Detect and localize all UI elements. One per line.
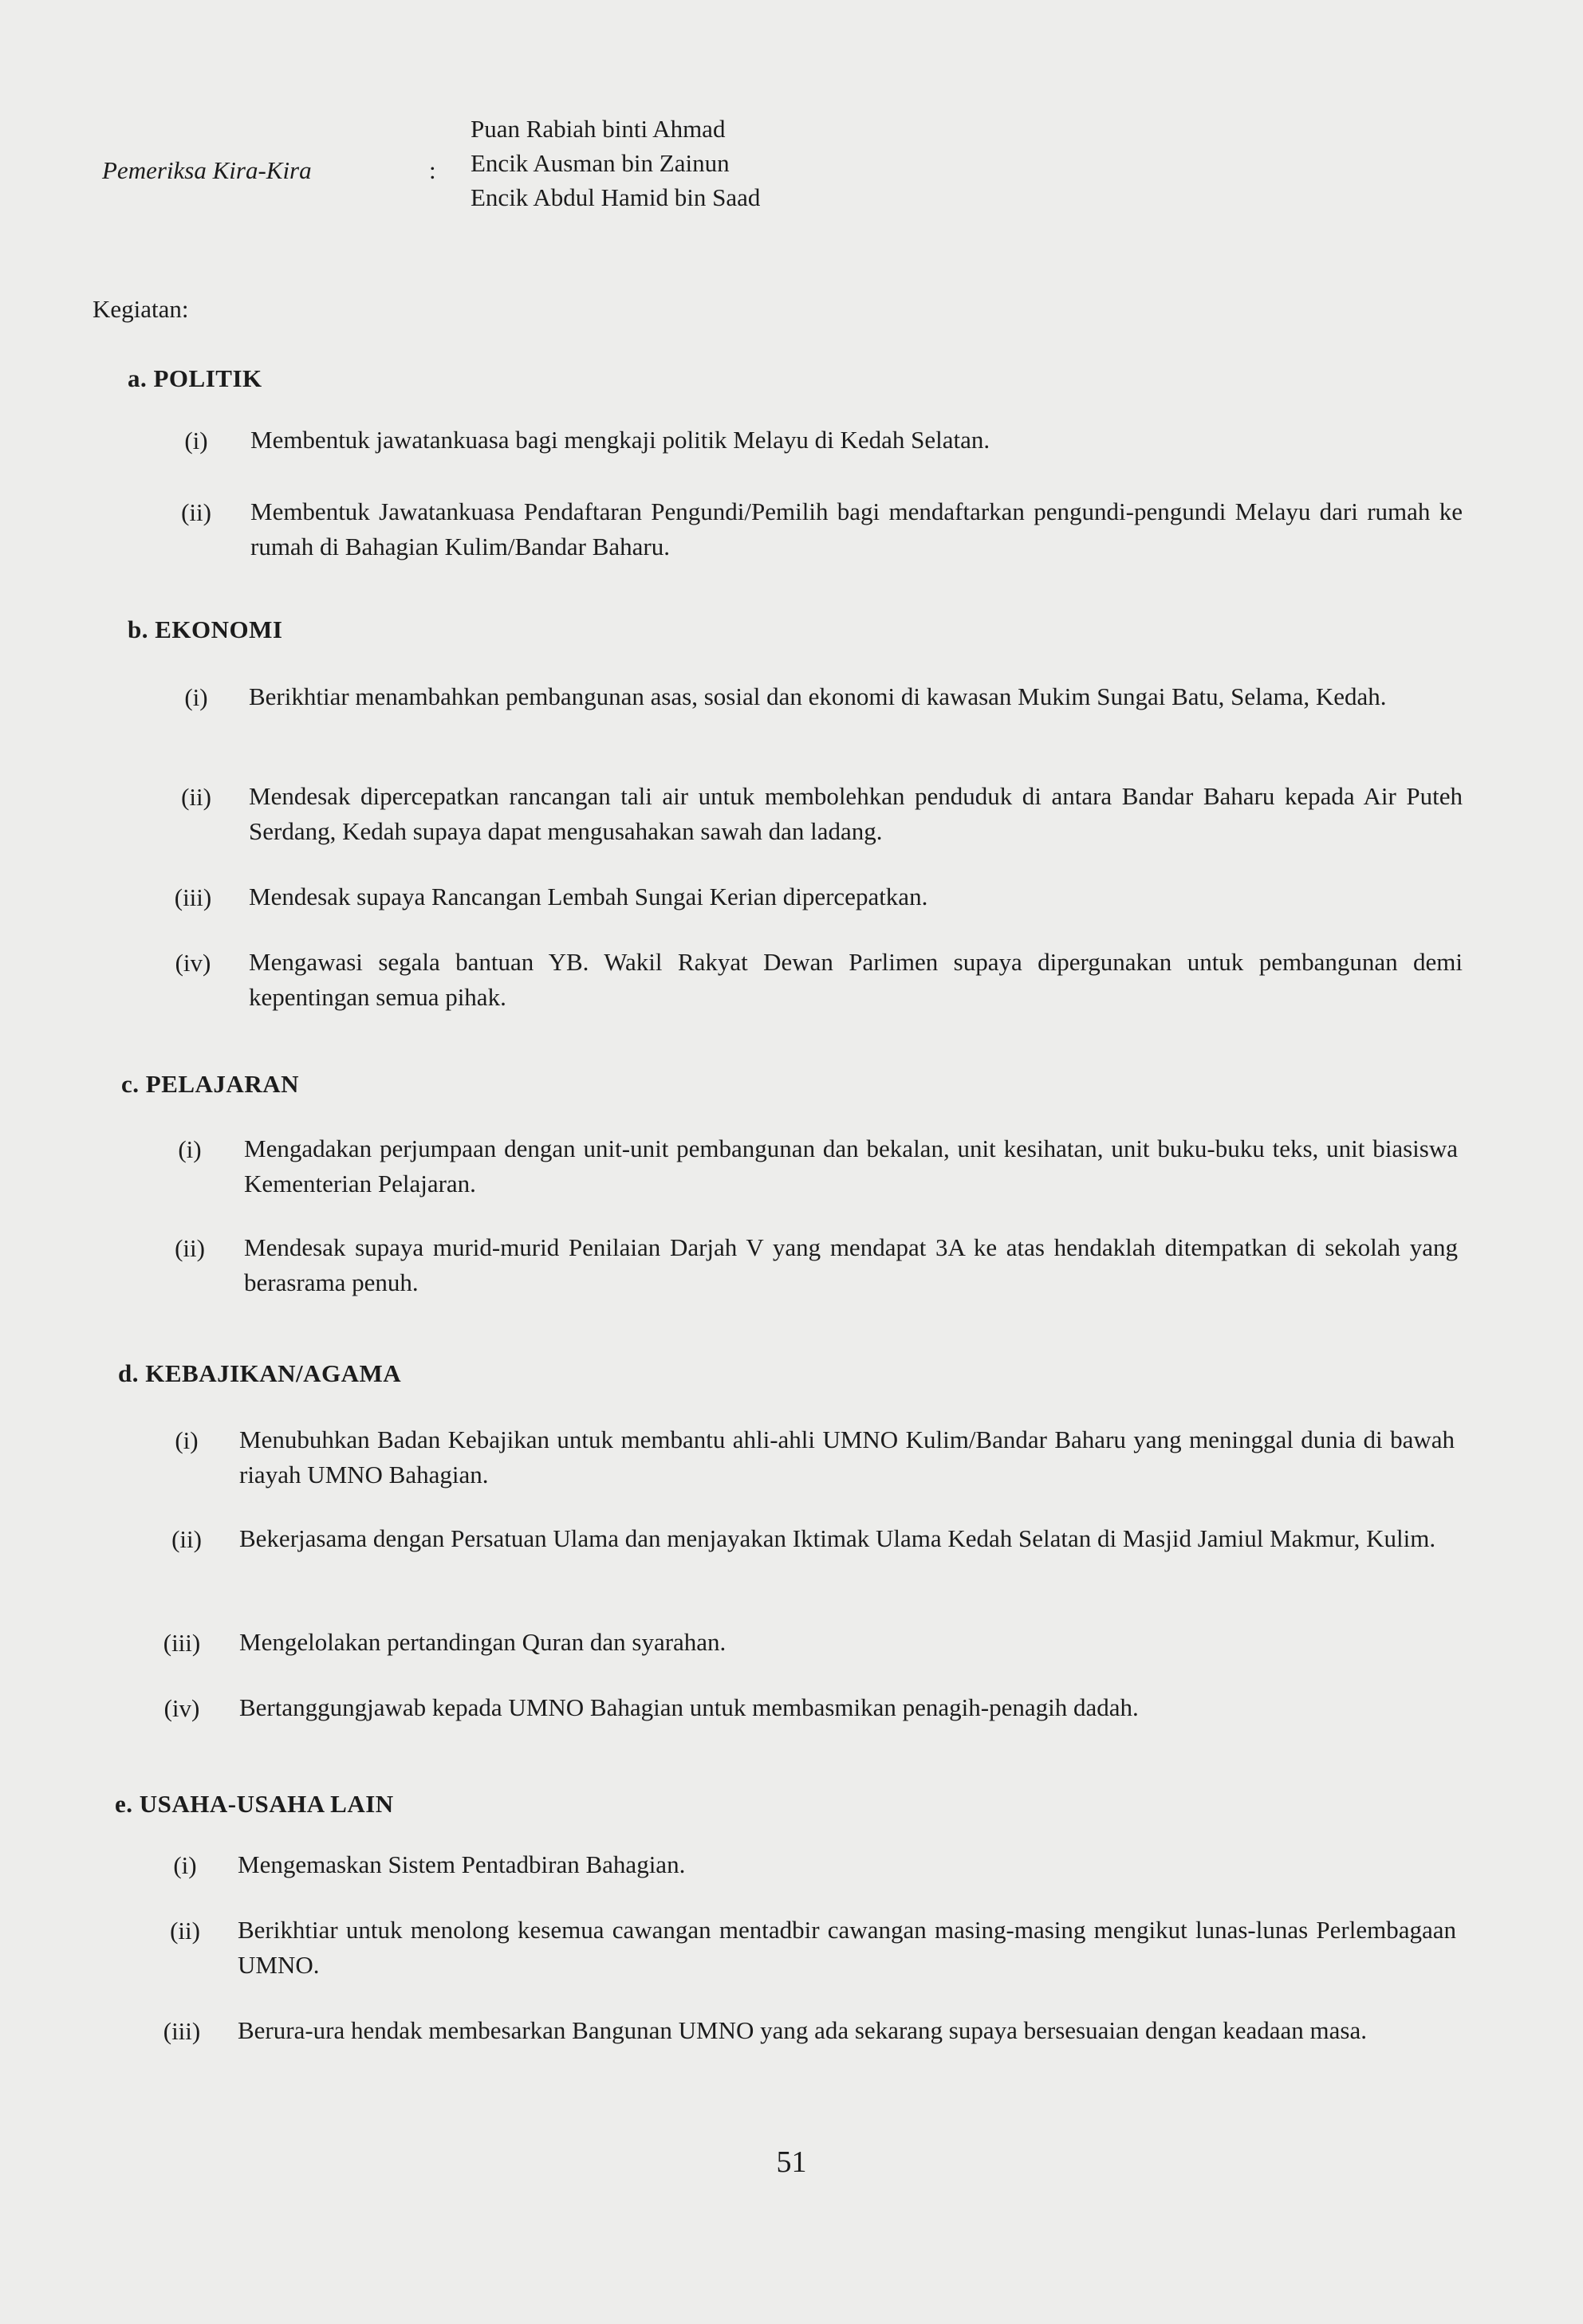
header-names bbox=[471, 112, 760, 214]
item-number: (ii) bbox=[181, 783, 211, 811]
item-number: (ii) bbox=[171, 1525, 202, 1553]
item-text: Mendesak dipercepatkan rancangan tali air untuk membolehkan penduduk di antara Bandar Baharu kepada Air Puteh Serdang, Kedah supaya dapat mengusahakan sawah dan ladang. bbox=[249, 782, 1463, 845]
item-number: (iv) bbox=[163, 1694, 200, 1722]
header-colon: : bbox=[429, 156, 436, 184]
item-number: (ii) bbox=[175, 1234, 205, 1262]
item-text: Mengawasi segala bantuan YB. Wakil Rakyat Dewan Parlimen supaya dipergunakan untuk pembangunan demi kepentingan semua pihak. bbox=[249, 948, 1463, 1011]
item-number: (iii) bbox=[163, 2017, 201, 2045]
item-text: Menubuhkan Badan Kebajikan untuk membantu ahli-ahli UMNO Kulim/Bandar Baharu yang meninggal dunia di bawah riayah UMNO Bahagian. bbox=[239, 1425, 1455, 1488]
header-name: Puan Rabiah binti Ahmad bbox=[471, 115, 726, 143]
item-number: (iii) bbox=[174, 883, 212, 911]
item-number: (i) bbox=[173, 1851, 197, 1879]
section-title-usaha-lain: e. USAHA-USAHA LAIN bbox=[115, 1790, 394, 1818]
header-name: Encik Ausman bin Zainun bbox=[471, 149, 730, 177]
item-text: Membentuk jawatankuasa bagi mengkaji politik Melayu di Kedah Selatan. bbox=[250, 426, 990, 454]
item-number: (i) bbox=[184, 427, 208, 454]
item-number: (i) bbox=[178, 1135, 202, 1163]
item-text: Mengadakan perjumpaan dengan unit-unit pembangunan dan bekalan, unit kesihatan, unit buku-buku teks, unit biasiswa Kementerian Pelajaran. bbox=[244, 1134, 1458, 1197]
item-text: Berura-ura hendak membesarkan Bangunan UMNO yang ada sekarang supaya bersesuaian dengan keadaan masa. bbox=[238, 2016, 1367, 2044]
item-text: Mengemaskan Sistem Pentadbiran Bahagian. bbox=[238, 1850, 686, 1878]
item-text: Berikhtiar menambahkan pembangunan asas, sosial dan ekonomi di kawasan Mukim Sungai Batu, Selama, Kedah. bbox=[249, 682, 1387, 710]
item-text: Berikhtiar untuk menolong kesemua cawangan mentadbir cawangan masing-masing mengikut lunas-lunas Perlembagaan UMNO. bbox=[238, 1916, 1456, 1979]
item-number: (iv) bbox=[175, 949, 211, 977]
section-title-pelajaran: c. PELAJARAN bbox=[121, 1070, 299, 1098]
header-label: Pemeriksa Kira-Kira bbox=[102, 156, 312, 184]
kegiatan-label: Kegiatan: bbox=[93, 295, 189, 323]
item-number: (iii) bbox=[163, 1629, 201, 1657]
item-text: Mengelolakan pertandingan Quran dan syarahan. bbox=[239, 1628, 727, 1656]
item-text: Mendesak supaya Rancangan Lembah Sungai Kerian dipercepatkan. bbox=[249, 883, 928, 910]
page-number: 51 bbox=[776, 2145, 807, 2179]
item-number: (i) bbox=[184, 683, 208, 711]
item-text: Bekerjasama dengan Persatuan Ulama dan menjayakan Iktimak Ulama Kedah Selatan di Masjid Jamiul Makmur, Kulim. bbox=[239, 1524, 1436, 1552]
item-number: (i) bbox=[175, 1426, 199, 1454]
header-name: Encik Abdul Hamid bin Saad bbox=[471, 183, 761, 211]
item-text: Bertanggungjawab kepada UMNO Bahagian untuk membasmikan penagih-penagih dadah. bbox=[239, 1693, 1139, 1721]
item-number: (ii) bbox=[170, 1917, 200, 1945]
section-title-kebajikan: d. KEBAJIKAN/AGAMA bbox=[118, 1359, 402, 1387]
header-block bbox=[102, 112, 1458, 215]
section-title-ekonomi: b. EKONOMI bbox=[128, 615, 283, 643]
item-text: Membentuk Jawatankuasa Pendaftaran Pengundi/Pemilih bagi mendaftarkan pengundi-pengundi Melayu dari rumah ke rumah di Bahagian Kulim/Bandar Baharu. bbox=[250, 497, 1463, 560]
item-text: Mendesak supaya murid-murid Penilaian Darjah V yang mendapat 3A ke atas hendaklah ditempatkan di sekolah yang berasrama penuh. bbox=[244, 1233, 1458, 1296]
section-title-politik: a. POLITIK bbox=[128, 364, 262, 392]
item-number: (ii) bbox=[181, 498, 211, 526]
